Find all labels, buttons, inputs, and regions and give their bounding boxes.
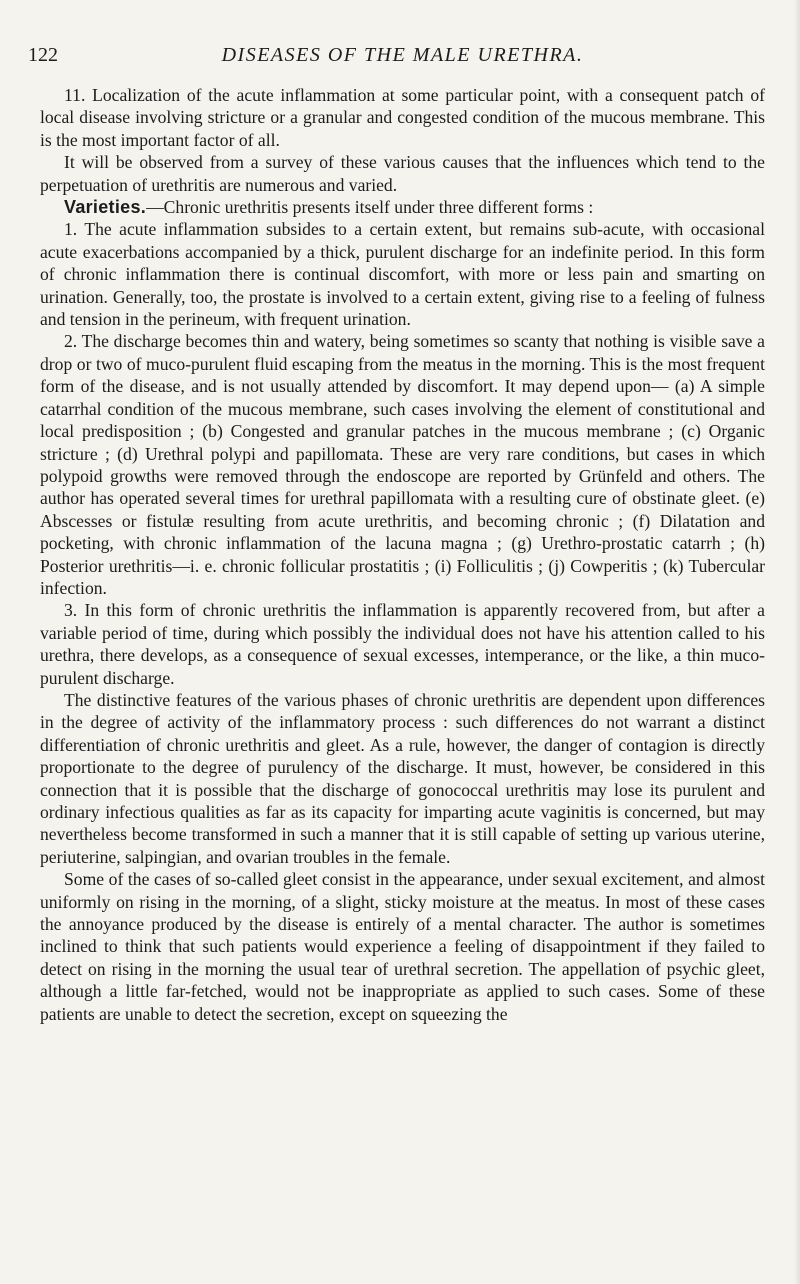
paragraph-varieties: Varieties.—Chronic urethritis presents itself under three different forms : [64,197,594,218]
page-number: 122 [28,44,58,66]
paragraph-psychic-gleet: Some of the cases of so-called gleet consist in the appearance, under sexual excitement, and almost uniformly on rising in the morning, of a slight, sticky moisture at the meatus. In most of these cases the annoyance produced by the disease is entirely of a mental character. The author is sometimes inclined to think that such patients would experience a feeling of disappointment if they failed to detect on rising in the morning the usual tear of urethral secretion. The appellation of psychic gleet, although a little far-fetched, would not be inappropriate as applied to such cases. Some of these patients are unable to detect the secretion, except on squeezing the [40,869,765,1024]
paragraph-form-one: 1. The acute inflammation subsides to a certain extent, but remains sub-acute, with occasional acute exacerbations accompanied by a thick, purulent discharge for an indefinite period. In this form of chronic inflammation there is continual discomfort, with more or less pain and smarting on urination. Generally, too, the prostate is involved to a certain extent, giving rise to a feeling of fulness and tension in the perineum, with frequent urination. [40,219,765,330]
varieties-sidehead: Varieties. [64,197,147,218]
paragraph-form-three: 3. In this form of chronic urethritis the inflammation is apparently recovered from, but after a variable period of time, during which possibly the individual does not have his attention called to his urethra, there develops, as a consequence of sexual excesses, intemperance, or the like, a thin muco-purulent discharge. [40,600,765,688]
book-page [28,40,765,1270]
paragraph-influences: It will be observed from a survey of these various causes that the influences which tend to the perpetuation of urethritis are numerous and varied. [40,152,765,195]
page-edge-shadow [794,0,800,1284]
running-title: DISEASES OF THE MALE URETHRA. [221,44,584,66]
varieties-text: Chronic urethritis presents itself under three different forms : [163,197,594,218]
paragraph-localization: 11. Localization of the acute inflammation at some particular point, with a consequent patch of local disease involving stricture or a granular and congested condition of the mucous membrane. This is the most important factor of all. [40,85,765,150]
paragraph-form-two: 2. The discharge becomes thin and watery, being sometimes so scanty that nothing is visible save a drop or two of muco-purulent fluid escaping from the meatus in the morning. This is the most frequent form of the disease, and is not usually attended by discomfort. It may depend upon— (a) A simple catarrhal condition of the mucous membrane, such cases involving the element of constitutional and local predisposition ; (b) Congested and granular patches in the mucous membrane ; (c) Organic stricture ; (d) Urethral polypi and papillomata. These are very rare conditions, but cases in which polypoid growths were removed through the endoscope are reported by Grünfeld and others. The author has operated several times for urethral papillomata with a resulting cure of obstinate gleet. (e) Abscesses or fistulæ resulting from acute urethritis, and becoming chronic ; (f) Dilatation and pocketing, with chronic inflammation of the lacuna magna ; (g) Urethro-prostatic catarrh ; (h) Posterior urethritis—i. e. chronic follicular prostatitis ; (i) Folliculitis ; (j) Cowperitis ; (k) Tubercular infection. [40,331,765,598]
page-header [28,40,765,70]
paragraph-distinctive-features: The distinctive features of the various phases of chronic urethritis are dependent upon differences in the degree of activity of the inflammatory process : such differences do not warrant a distinct differentiation of chronic urethritis and gleet. As a rule, however, the danger of contagion is directly proportionate to the degree of purulency of the discharge. It must, however, be considered in this connection that it is possible that the discharge of gonococcal urethritis may lose its purulent and ordinary infectious qualities as far as its capacity for imparting acute vaginitis is concerned, but may nevertheless become transformed in such a manner that it is still capable of setting up various uterine, periuterine, salpingian, and ovarian troubles in the female. [40,689,765,867]
body-text [40,84,765,1025]
